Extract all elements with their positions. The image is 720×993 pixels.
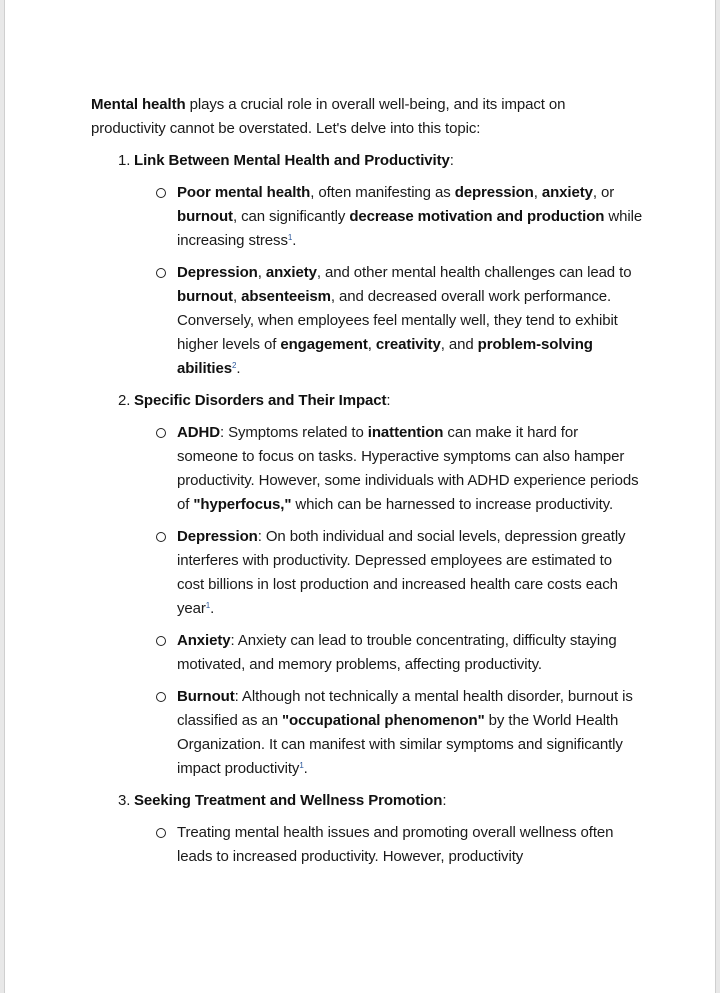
bold-text: burnout — [177, 208, 233, 225]
citation-link[interactable]: 1 — [205, 601, 211, 610]
bold-text: Burnout — [177, 688, 235, 705]
list-item — [177, 821, 643, 869]
body-text: , — [257, 264, 266, 281]
body-text: , and other mental health challenges can lead to — [316, 264, 632, 281]
body-text: : Anxiety can lead to trouble concentrating, difficulty staying motivated, and memory problems, affecting productivity. — [177, 632, 617, 673]
body-text: . — [236, 360, 241, 377]
bullet-list — [177, 821, 643, 869]
section-heading: 2. Specific Disorders and Their Impact: — [118, 389, 643, 413]
intro-text: plays a crucial role in overall well-being, and its impact on productivity cannot be overstated. Let's delve into this topic: — [91, 96, 566, 137]
body-text: , — [533, 184, 542, 201]
body-text: , often manifesting as — [310, 184, 455, 201]
citation-link[interactable]: 1 — [299, 761, 304, 770]
hollow-bullet-icon — [156, 268, 166, 278]
citation-link[interactable]: 1 — [287, 233, 293, 242]
bold-text: problem-solving abilities — [177, 336, 593, 377]
body-text: by the World Health Organization. It can manifest with similar symptoms and significantly impact productivity — [177, 712, 623, 777]
list-item — [177, 629, 643, 677]
hollow-bullet-icon — [156, 828, 166, 838]
list-item — [177, 181, 643, 253]
section-number: 2. — [118, 392, 131, 409]
document-content — [91, 93, 643, 877]
body-text: : On both individual and social levels, depression greatly interferes with productivity. Depressed employees are estimated to cost billions in lost production and increased health care costs each year — [177, 528, 626, 617]
section-2 — [91, 389, 643, 781]
bold-text: depression — [454, 184, 534, 201]
body-text: , and decreased overall work performance. Conversely, when employees feel mentally well, they tend to exhibit higher levels of — [177, 288, 618, 353]
body-text: , — [232, 288, 242, 305]
bold-text: anxiety — [265, 264, 317, 281]
bold-text: burnout — [177, 288, 233, 305]
section-number: 3. — [118, 792, 131, 809]
section-number: 1. — [118, 152, 131, 169]
body-text: can make it hard for someone to focus on tasks. Hyperactive symptoms can also hamper productivity. However, some individuals with ADHD experience periods of — [177, 424, 639, 513]
body-text: which can be harnessed to increase productivity. — [291, 496, 614, 513]
document-page — [4, 0, 716, 993]
bold-text: creativity — [375, 336, 441, 353]
section-3 — [91, 789, 643, 869]
bold-text: inattention — [367, 424, 444, 441]
body-text: , or — [592, 184, 615, 201]
list-item — [177, 685, 643, 781]
body-text: , — [367, 336, 376, 353]
body-text: : Although not technically a mental health disorder, burnout is classified as an — [177, 688, 633, 729]
body-text: . — [210, 600, 215, 617]
body-text: while increasing stress — [177, 208, 643, 249]
bold-text: anxiety — [541, 184, 593, 201]
section-title: Seeking Treatment and Wellness Promotion — [134, 792, 443, 809]
body-text: . — [292, 232, 297, 249]
bold-text: ADHD — [177, 424, 220, 441]
body-text: . — [303, 760, 308, 777]
bold-text: Depression — [177, 264, 258, 281]
bold-text: "hyperfocus," — [193, 496, 292, 513]
bullet-list — [177, 181, 643, 381]
bold-text: "occupational phenomenon" — [282, 712, 485, 729]
intro-paragraph — [91, 93, 643, 141]
bold-text: Poor mental health — [177, 184, 311, 201]
list-item — [177, 525, 643, 621]
section-heading: 3. Seeking Treatment and Wellness Promotion: — [118, 789, 643, 813]
section-1 — [91, 149, 643, 381]
bold-text: Depression — [177, 528, 258, 545]
hollow-bullet-icon — [156, 692, 166, 702]
numbered-list — [91, 149, 643, 869]
bold-text: decrease motivation and production — [349, 208, 605, 225]
list-item — [177, 261, 643, 381]
intro-bold: Mental health — [91, 96, 186, 113]
list-item — [177, 421, 643, 517]
bold-text: engagement — [280, 336, 368, 353]
citation-link[interactable]: 2 — [231, 361, 237, 370]
body-text: : Symptoms related to — [219, 424, 368, 441]
body-text: Treating mental health issues and promoting overall wellness often leads to increased productivity. However, productivity — [177, 824, 614, 865]
bold-text: absenteeism — [241, 288, 331, 305]
hollow-bullet-icon — [156, 636, 166, 646]
section-title: Link Between Mental Health and Productivity — [134, 152, 450, 169]
section-heading: 1. Link Between Mental Health and Productivity: — [118, 149, 643, 173]
body-text: , and — [440, 336, 478, 353]
body-text: , can significantly — [232, 208, 350, 225]
hollow-bullet-icon — [156, 532, 166, 542]
hollow-bullet-icon — [156, 428, 166, 438]
section-title: Specific Disorders and Their Impact — [134, 392, 387, 409]
bold-text: Anxiety — [177, 632, 231, 649]
hollow-bullet-icon — [156, 188, 166, 198]
bullet-list — [177, 421, 643, 781]
